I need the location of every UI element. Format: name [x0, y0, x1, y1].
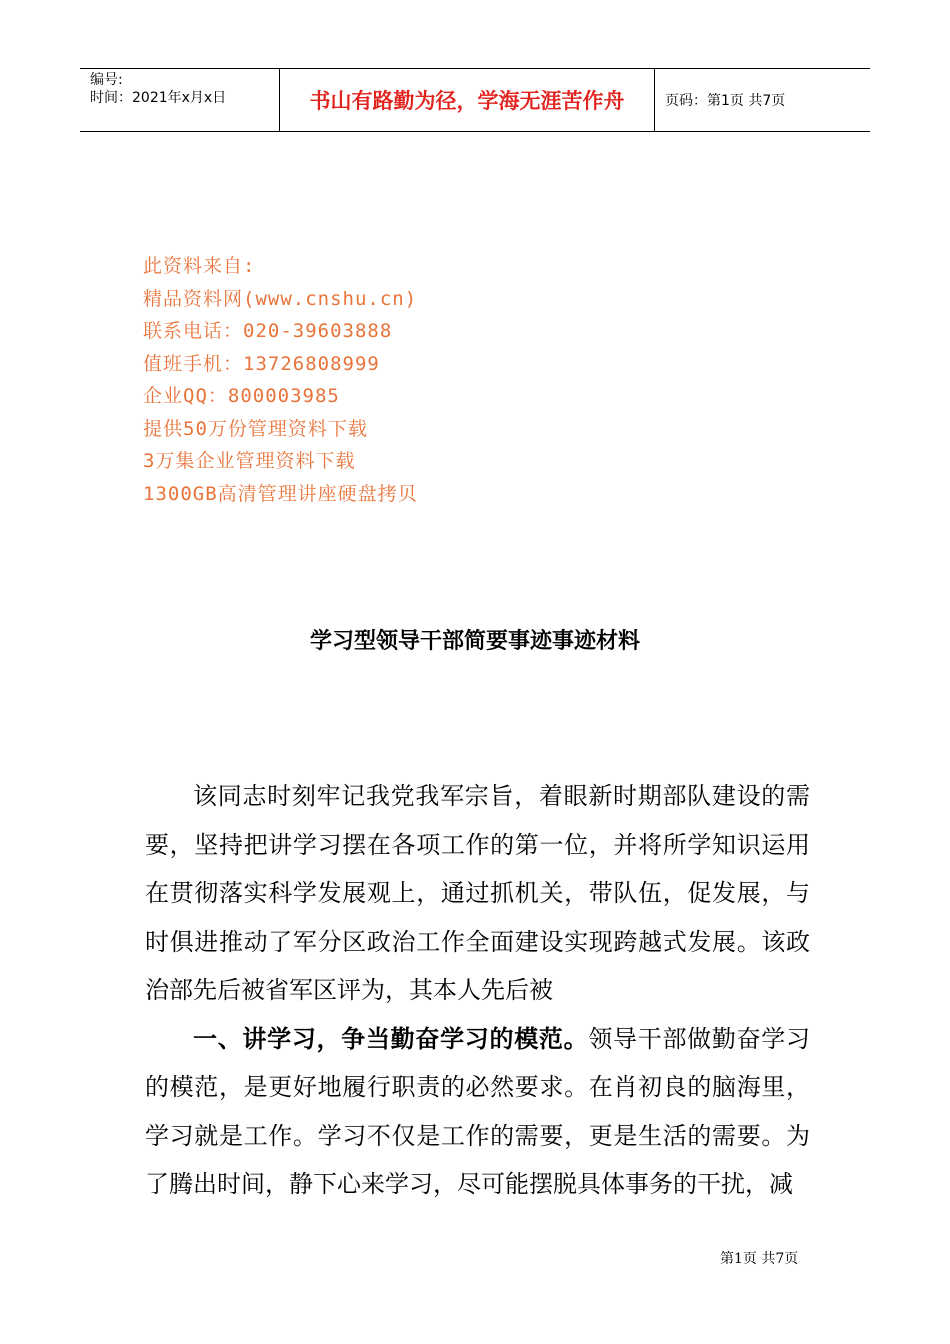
ad-line: 值班手机：13726808999 [143, 352, 380, 375]
document-header [80, 68, 870, 132]
ad-line: 3万集企业管理资料下载 [143, 450, 356, 472]
footer-page-info: 第1页 共7页 [720, 1251, 799, 1267]
header-motto: 书山有路勤为径，学海无涯苦作舟 [280, 69, 655, 131]
header-meta [80, 69, 280, 131]
number-label: 编号: [90, 72, 123, 88]
source-ad-block [143, 250, 418, 510]
ad-line: 精品资料网(www.cnshu.cn) [143, 287, 418, 310]
ad-line: 企业QQ：800003985 [143, 385, 340, 407]
header-page-info: 页码：第1页 共7页 [665, 93, 786, 109]
ad-line: 此资料来自: [143, 255, 256, 277]
time-label: 时间：2021年x月x日 [90, 90, 227, 106]
document-body [145, 772, 810, 1209]
section-heading: 一、讲学习，争当勤奋学习的模范。 [193, 1024, 589, 1053]
ad-line: 联系电话：020-39603888 [143, 320, 393, 342]
paragraph-section-one [145, 1015, 810, 1209]
section-text: 领导干部做勤奋学习的模范，是更好地履行职责的必然要求。在肖初良的脑海里，学习就是工作。学习不仅是工作的需要，更是生活的需要。为了腾出时间，静下心来学习，尽可能摆脱具体事务的干扰，减 [145, 1024, 811, 1198]
ad-line: 提供50万份管理资料下载 [143, 417, 368, 440]
document-title: 学习型领导干部简要事迹事迹材料 [309, 629, 640, 654]
paragraph-intro: 该同志时刻牢记我党我军宗旨，着眼新时期部队建设的需要，坚持把讲学习摆在各项工作的第一位，并将所学知识运用在贯彻落实科学发展观上，通过抓机关，带队伍，促发展，与时俱进推动了军分区政治工作全面建设实现跨越式发展。该政治部先后被省军区评为，其本人先后被 [145, 782, 810, 1004]
ad-line: 1300GB高清管理讲座硬盘拷贝 [143, 482, 418, 505]
